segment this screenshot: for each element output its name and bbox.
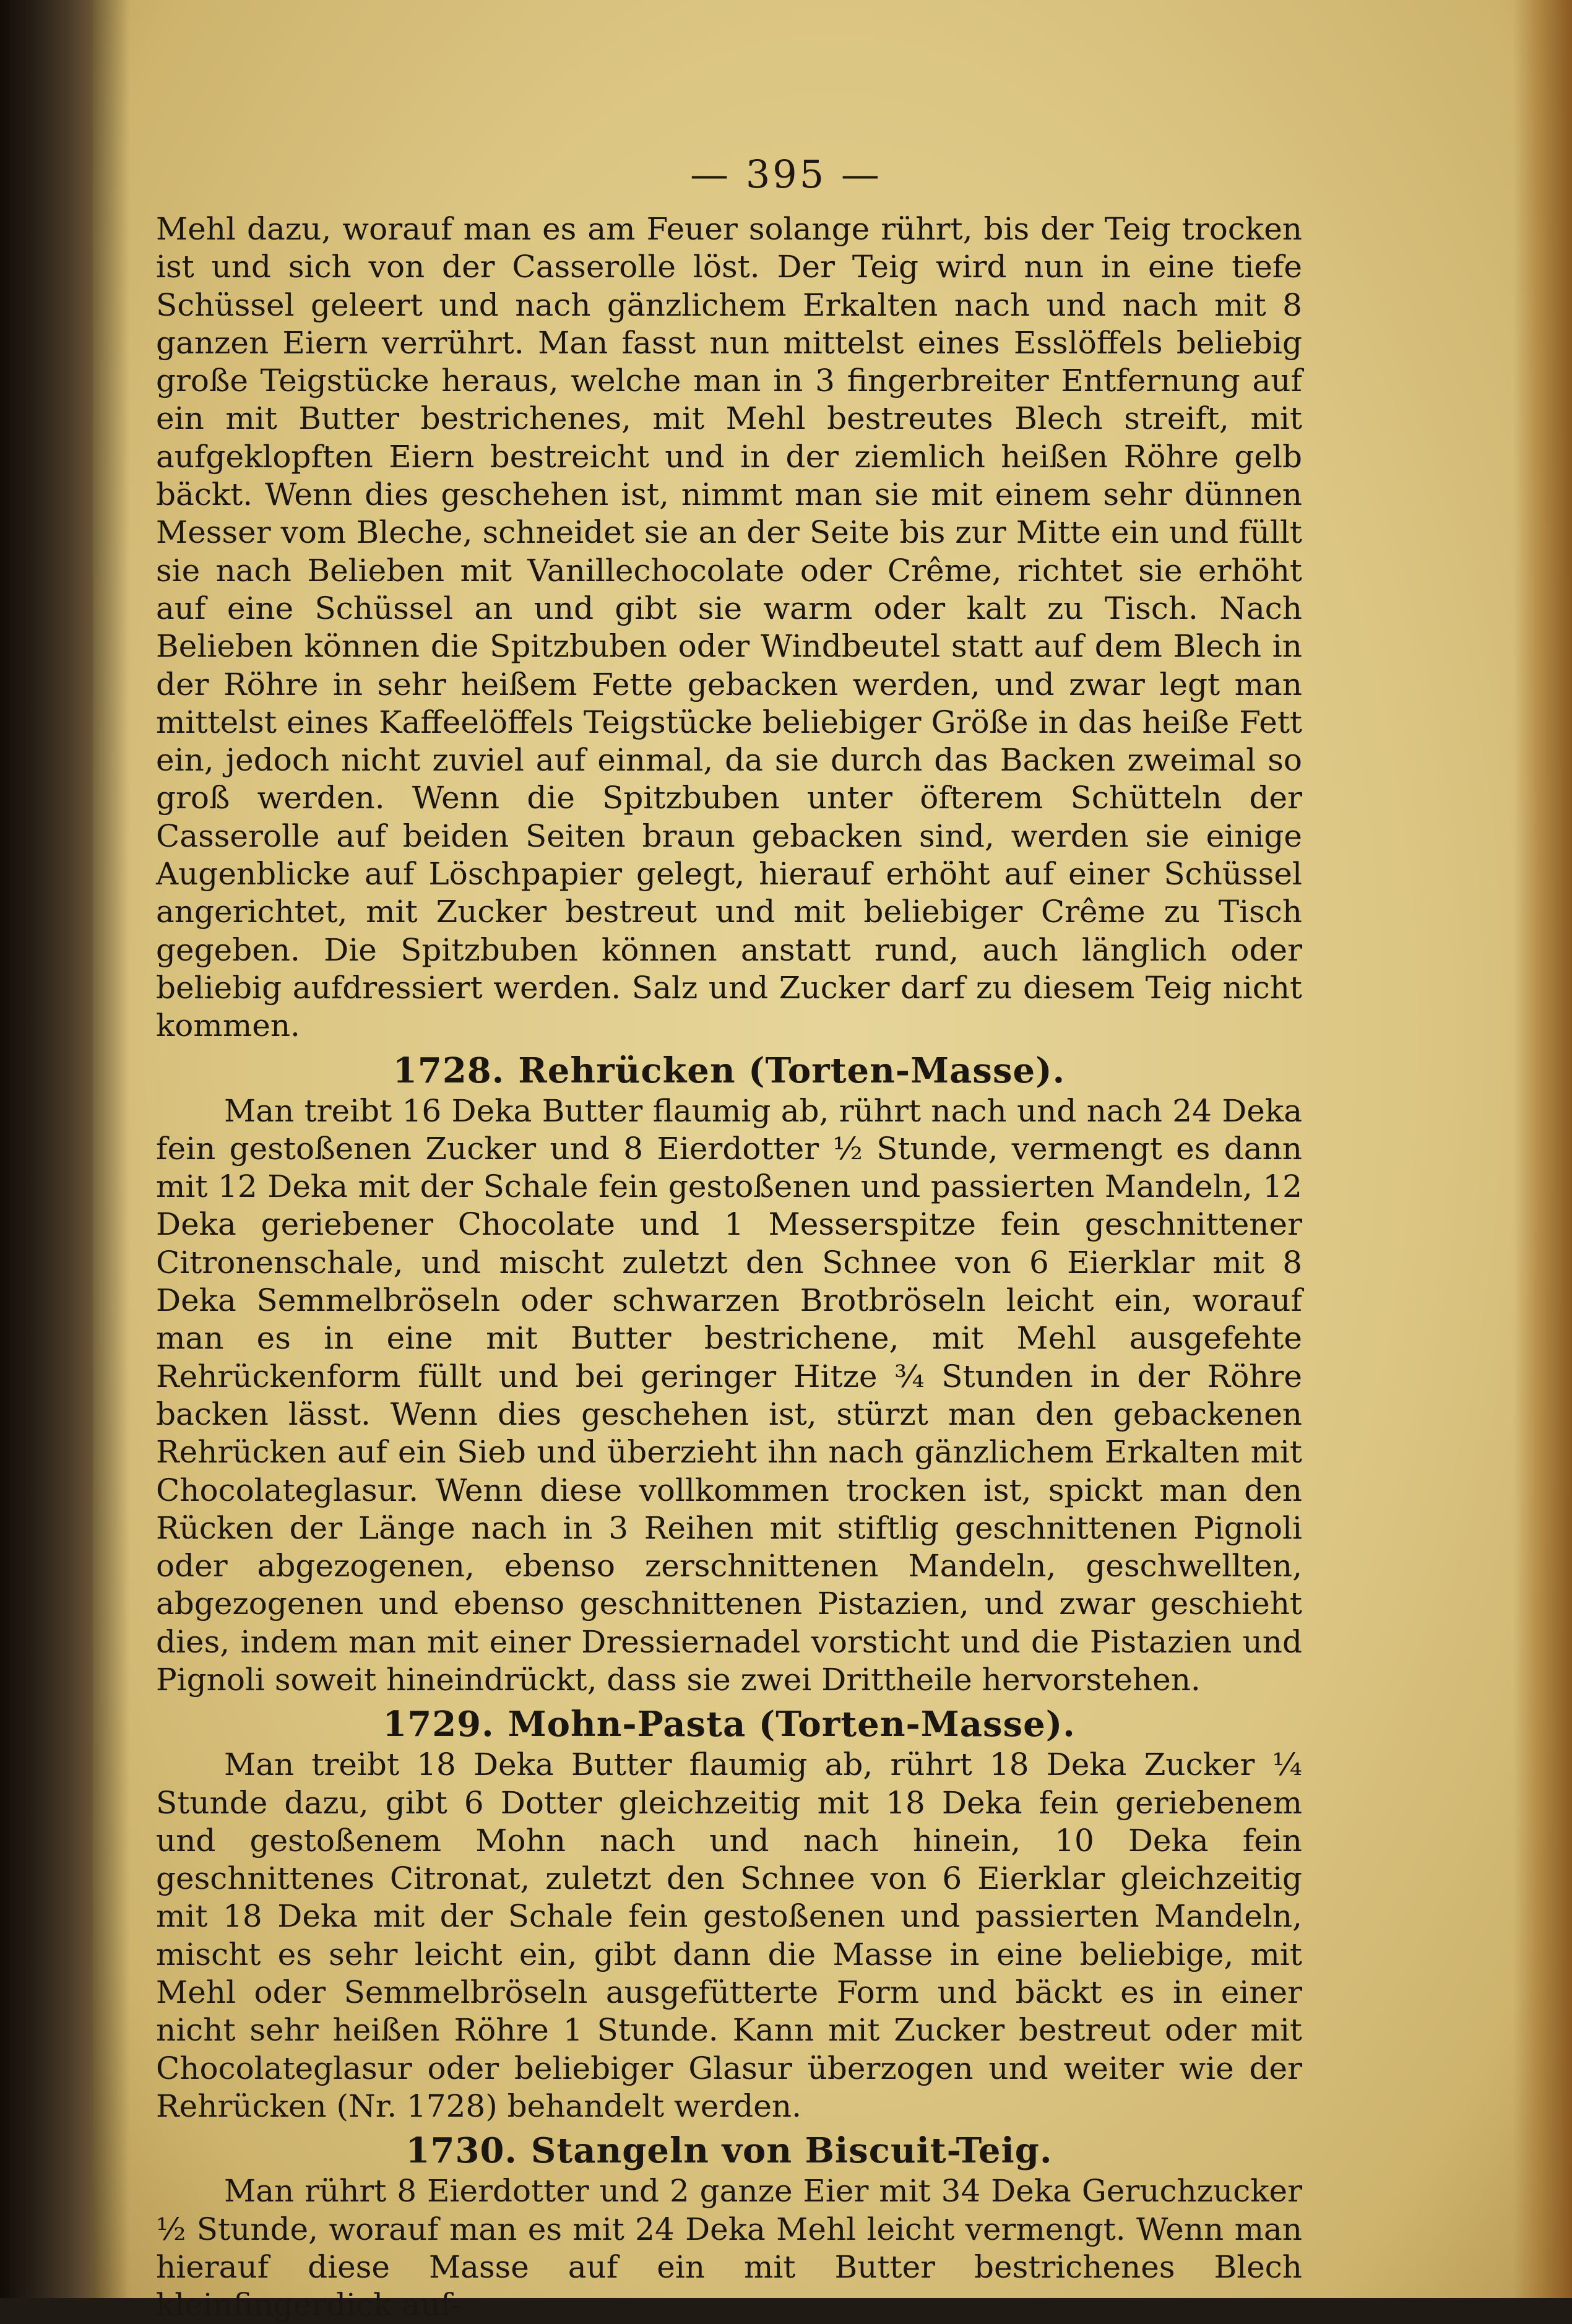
recipe-number: 1728. [392, 1050, 505, 1091]
page-body [156, 210, 1302, 2324]
recipe-title: Rehrücken (Torten-Masse). [518, 1050, 1066, 1091]
recipe-text-1729: Man treibt 18 Deka Butter flaumig ab, rührt 18 Deka Zucker ¼ Stunde dazu, gibt 6 Dotter gleichzeitig mit 18 Deka fein geriebenem und gestoßenem Mohn nach und nach hinein, 10 Deka fein geschnittenes Citronat, zuletzt den Schnee von 6 Eierklar gleichzeitig mit 18 Deka mit der Schale fein gestoßenen und passierten Mandeln, mischt es sehr leicht ein, gibt dann die Masse in eine beliebige, mit Mehl oder Semmelbröseln ausgefütterte Form und bäckt es in einer nicht sehr heißen Röhre 1 Stunde. Kann mit Zucker bestreut oder mit Chocolateglasur oder beliebiger Glasur überzogen und weiter wie der Rehrücken (Nr. 1728) behandelt werden. [156, 1747, 1302, 2124]
gutter-shadow [93, 0, 130, 2298]
intro-paragraph: Mehl dazu, worauf man es am Feuer solange rührt, bis der Teig trocken ist und sich von der Casserolle löst. Der Teig wird nun in eine tiefe Schüssel geleert und nach gänzlichem Erkalten nach und nach mit 8 ganzen Eiern verrührt. Man fasst nun mittelst eines Esslöffels beliebig große Teigstücke heraus, welche man in 3 fingerbreiter Entfernung auf ein mit Butter bestrichenes, mit Mehl bestreutes Blech streift, mit aufgeklopften Eiern bestreicht und in der ziemlich heißen Röhre gelb bäckt. Wenn dies geschehen ist, nimmt man sie mit einem sehr dünnen Messer vom Bleche, schneidet sie an der Seite bis zur Mitte ein und füllt sie nach Belieben mit Vanillechocolate oder Crême, richtet sie erhöht auf eine Schüssel an und gibt sie warm oder kalt zu Tisch. Nach Belieben können die Spitzbuben oder Windbeutel statt auf dem Blech in der Röhre in sehr heißem Fette gebacken werden, und zwar legt man mittelst eines Kaffeelöffels Teigstücke beliebiger Größe in das heiße Fett ein, jedoch nicht zuviel auf einmal, da sie durch das Backen zweimal so groß werden. Wenn die Spitzbuben unter öfterem Schütteln der Casserolle auf beiden Seiten braun gebacken sind, werden sie einige Augenblicke auf Löschpapier gelegt, hierauf erhöht auf einer Schüssel angerichtet, mit Zucker bestreut und mit beliebiger Crême zu Tisch gegeben. Die Spitzbuben können anstatt rund, auch länglich oder beliebig aufdressiert werden. Salz und Zucker darf zu diesem Teig nicht kommen. [156, 211, 1302, 1044]
recipe-number: 1730. [405, 2130, 517, 2172]
recipe-title: Stangeln von Biscuit-Teig. [530, 2130, 1053, 2172]
recipe-heading-1729 [156, 1703, 1302, 1746]
recipe-text-1730: Man rührt 8 Eierdotter und 2 ganze Eier mit 34 Deka Geruchzucker ½ Stunde, worauf man es mit 24 Deka Mehl leicht vermengt. Wenn man hierauf diese Masse auf ein mit Butter bestrichenes Blech kleinfingerdick auf- [156, 2173, 1302, 2323]
book-binding [0, 0, 93, 2298]
page-edge [1513, 0, 1572, 2298]
recipe-text-1728: Man treibt 16 Deka Butter flaumig ab, rührt nach und nach 24 Deka fein gestoßenen Zucker und 8 Eierdotter ½ Stunde, vermengt es dann mit 12 Deka mit der Schale fein gestoßenen und passierten Mandeln, 12 Deka geriebener Chocolate und 1 Messerspitze fein geschnittener Citronenschale, und mischt zuletzt den Schnee von 6 Eierklar mit 8 Deka Semmelbröseln oder schwarzen Brotbröseln leicht ein, worauf man es in eine mit Butter bestrichene, mit Mehl ausgefehte Rehrückenform füllt und bei geringer Hitze ¾ Stunden in der Röhre backen lässt. Wenn dies geschehen ist, stürzt man den gebackenen Rehrücken auf ein Sieb und überzieht ihn nach gänzlichem Erkalten mit Chocolateglasur. Wenn diese vollkommen trocken ist, spickt man den Rücken der Länge nach in 3 Reihen mit stiftlig geschnittenen Pignoli oder abgezogenen, ebenso zerschnittenen Mandeln, geschwellten, abgezogenen und ebenso geschnittenen Pistazien, und zwar geschieht dies, indem man mit einer Dressiernadel vorsticht und die Pistazien und Pignoli soweit hineindrückt, dass sie zwei Drittheile hervorstehen. [156, 1092, 1302, 1698]
page-number: — 395 — [690, 152, 882, 197]
recipe-number: 1729. [382, 1704, 494, 1745]
recipe-heading-1730 [156, 2129, 1302, 2172]
recipe-heading-1728 [156, 1049, 1302, 1092]
recipe-title: Mohn-Pasta (Torten-Masse). [507, 1704, 1076, 1745]
